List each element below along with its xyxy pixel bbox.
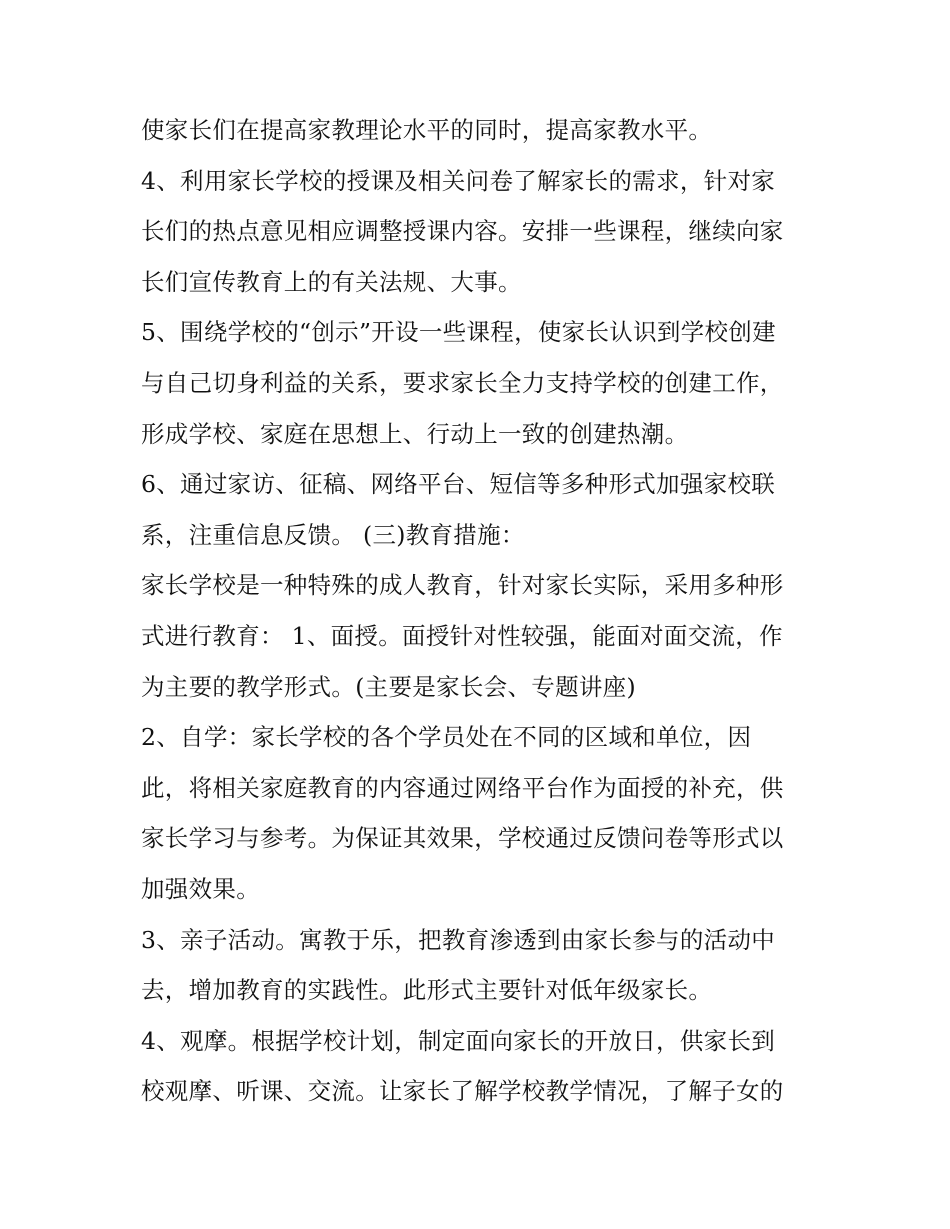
text-line: 加强效果。: [141, 874, 260, 903]
text-line: 家长学习与参考。为保证其效果，学校通过反馈问卷等形式以: [141, 824, 784, 853]
text-line: 此，将相关家庭教育的内容通过网络平台作为面授的补充，供: [141, 773, 784, 802]
text-line: 5、围绕学校的“创示”开设一些课程，使家长认识到学校创建: [141, 318, 776, 347]
text-line: 6、通过家访、征稿、网络平台、短信等多种形式加强家校联: [141, 470, 776, 499]
text-line: 家长学校是一种特殊的成人教育，针对家长实际，采用多种形: [141, 571, 784, 600]
text-line: 形成学校、家庭在思想上、行动上一致的创建热潮。: [141, 419, 689, 448]
text-line: 去，增加教育的实践性。此形式主要针对低年级家长。: [141, 976, 713, 1005]
body-text: [141, 105, 821, 1117]
text-line: 4、利用家长学校的授课及相关问卷了解家长的需求，针对家: [141, 166, 776, 195]
text-line: 4、观摩。根据学校计划，制定面向家长的开放日，供家长到: [141, 1026, 776, 1055]
text-line: 3、亲子活动。寓教于乐，把教育渗透到由家长参与的活动中: [141, 925, 776, 954]
text-line: 系，注重信息反馈。 (三)教育措施：: [141, 520, 525, 549]
text-line: 为主要的教学形式。(主要是家长会、专题讲座): [141, 672, 636, 701]
text-line: 使家长们在提高家教理论水平的同时，提高家教水平。: [141, 116, 713, 144]
text-line: 长们的热点意见相应调整授课内容。安排一些课程，继续向家: [141, 217, 784, 246]
text-line: 校观摩、听课、交流。让家长了解学校教学情况，了解子女的: [141, 1077, 784, 1106]
text-line: 长们宣传教育上的有关法规、大事。: [141, 267, 522, 296]
text-line: 2、自学：家长学校的各个学员处在不同的区域和单位，因: [141, 723, 752, 752]
text-line: 式进行教育： 1、面授。面授针对性较强，能面对面交流，作: [141, 621, 783, 650]
text-line: 与自己切身利益的关系，要求家长全力支持学校的创建工作，: [141, 368, 784, 397]
